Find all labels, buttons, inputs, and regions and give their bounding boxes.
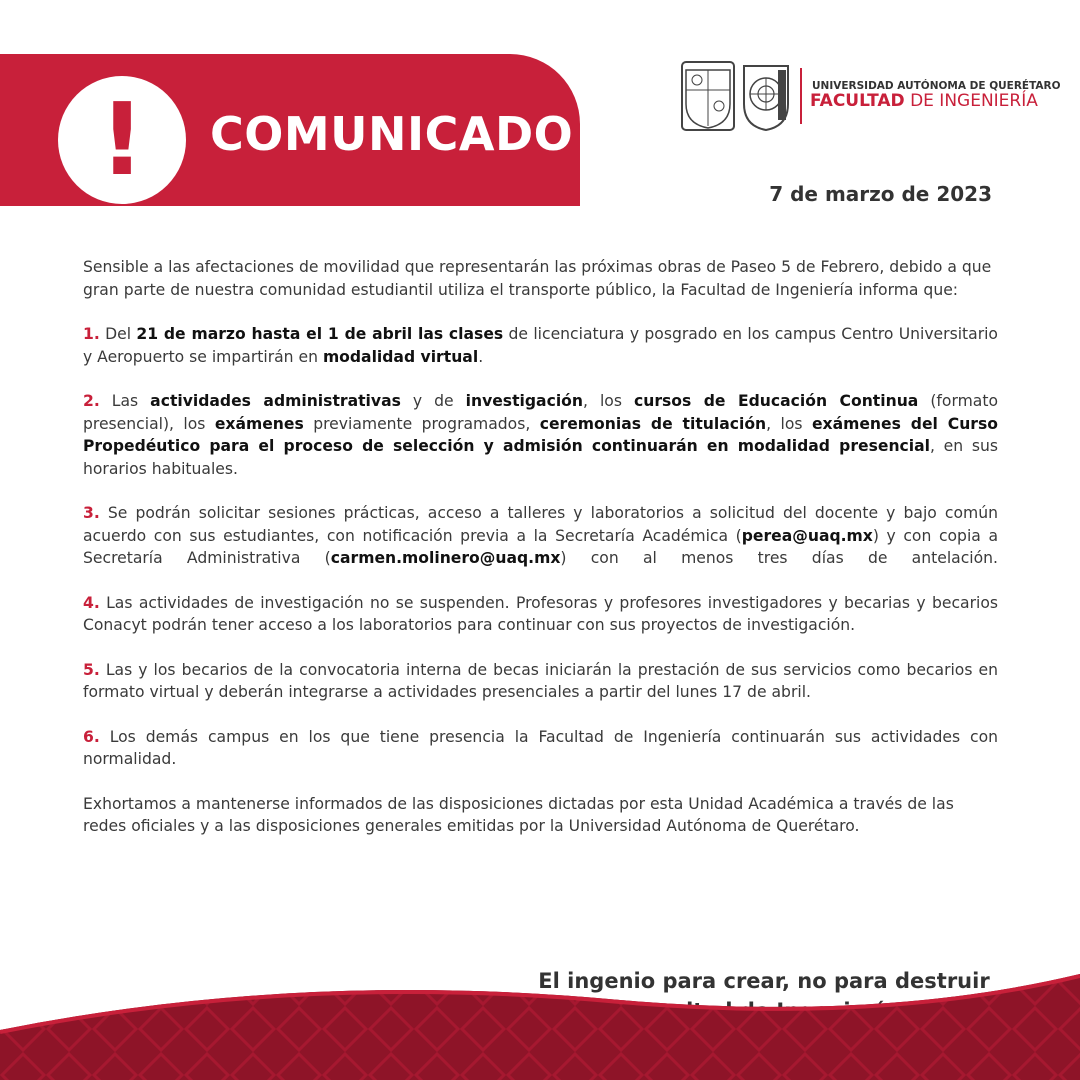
intro-paragraph: Sensible a las afectaciones de movilidad que representarán las próximas obras de Paseo 5 de Febrero, debido a que gran parte de nuestra comunidad estudiantil utiliza el transporte público, la Facultad de Ingeniería informa que: <box>83 258 992 299</box>
decorative-wave <box>0 960 1080 1080</box>
faculty-name: FACULTAD DE INGENIERÍA <box>810 91 1038 111</box>
university-name: UNIVERSIDAD AUTÓNOMA DE QUERÉTARO <box>812 80 1061 92</box>
footer-slogan: El ingenio para crear, no para destruir <box>538 969 990 993</box>
banner-title: COMUNICADO <box>210 107 574 161</box>
communique-body <box>83 256 998 860</box>
point-3: 3. Se podrán solicitar sesiones prácticas, acceso a talleres y laboratorios a solicitud del docente y bajo común acuerdo con sus estudiantes, con notificación previa a la Secretaría Académica (perea@uaq.mx) y con copia a Secretaría Administrativa (carmen.molinero@uaq.mx) con al menos tres días de antelación. <box>83 504 998 567</box>
point-2: 2. Las actividades administrativas y de investigación, los cursos de Educación Continua (formato presencial), los exámenes previamente programados, ceremonias de titulación, los exámenes del Curso Propedéutico para el proceso de selección y admisión continuarán en modalidad presencial, en sus horarios habituales. <box>83 392 998 478</box>
point-6: 6. Los demás campus en los que tiene presencia la Facultad de Ingeniería continuarán sus actividades con normalidad. <box>83 727 998 768</box>
logo-divider <box>800 68 802 124</box>
faculty-seal-icon <box>740 60 792 132</box>
uaq-seal-icon <box>680 60 736 132</box>
communique-date: 7 de marzo de 2023 <box>769 182 992 206</box>
alert-badge <box>58 76 186 204</box>
point-4: 4. Las actividades de investigación no se suspenden. Profesoras y profesores investigadores y becarias y becarios Conacyt podrán tener acceso a los laboratorios para continuar con sus proyectos de investigación. <box>83 593 998 634</box>
closing-paragraph: Exhortamos a mantenerse informados de las disposiciones dictadas por esta Unidad Académica a través de las redes oficiales y a las disposiciones generales emitidas por la Universidad Autónoma de Querétaro. <box>83 794 954 835</box>
point-1: 1. Del 21 de marzo hasta el 1 de abril las clases de licenciatura y posgrado en los campus Centro Universitario y Aeropuerto se impartirán en modalidad virtual. <box>83 325 998 366</box>
point-5: 5. Las y los becarios de la convocatoria interna de becas iniciarán la prestación de sus servicios como becarios en formato virtual y deberán integrarse a actividades presenciales a partir del lunes 17 de abril. <box>83 660 998 701</box>
exclamation-icon: ! <box>99 81 145 198</box>
